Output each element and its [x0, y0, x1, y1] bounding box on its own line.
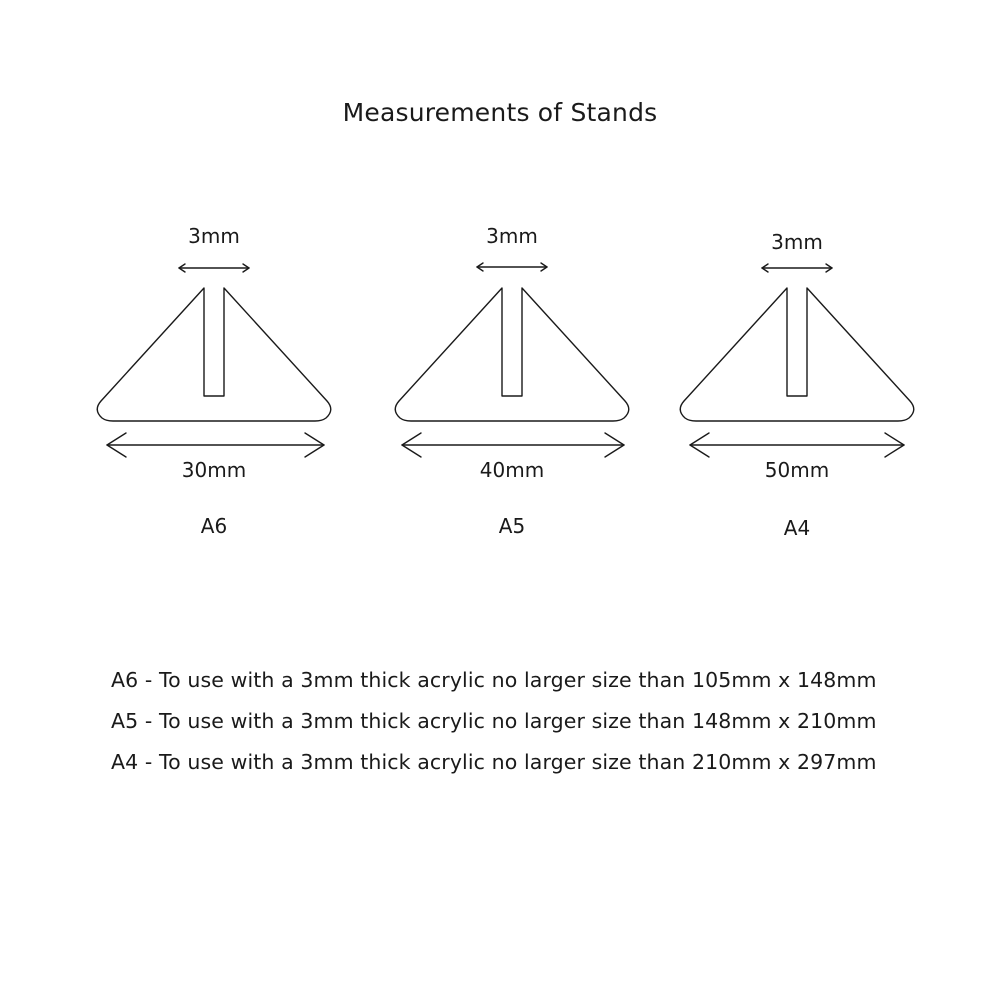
base-width-label: 50mm — [764, 458, 830, 482]
stand-a6 — [97, 224, 331, 538]
note-a4: A4 - To use with a 3mm thick acrylic no larger size than 210mm x 297mm — [111, 750, 877, 774]
stand-a5 — [395, 224, 629, 538]
note-a5: A5 - To use with a 3mm thick acrylic no larger size than 148mm x 210mm — [111, 709, 877, 733]
stand-outline — [680, 288, 914, 421]
slot-width-label: 3mm — [486, 224, 538, 248]
slot-width-arrow — [477, 263, 547, 271]
size-label: A5 — [498, 514, 526, 538]
stand-outline — [395, 288, 629, 421]
slot-width-arrow — [762, 264, 832, 272]
base-width-arrow — [402, 433, 624, 457]
note-a6: A6 - To use with a 3mm thick acrylic no larger size than 105mm x 148mm — [111, 668, 877, 692]
base-width-arrow — [690, 433, 904, 457]
stand-outline — [97, 288, 331, 421]
page-title: Measurements of Stands — [342, 98, 658, 127]
base-width-label: 40mm — [479, 458, 545, 482]
slot-width-label: 3mm — [771, 230, 823, 254]
usage-notes — [111, 660, 931, 783]
slot-width-arrow — [179, 264, 249, 272]
slot-width-label: 3mm — [188, 224, 240, 248]
stand-a4 — [680, 230, 914, 540]
base-width-arrow — [107, 433, 324, 457]
size-label: A4 — [783, 516, 811, 540]
size-label: A6 — [200, 514, 228, 538]
base-width-label: 30mm — [181, 458, 247, 482]
